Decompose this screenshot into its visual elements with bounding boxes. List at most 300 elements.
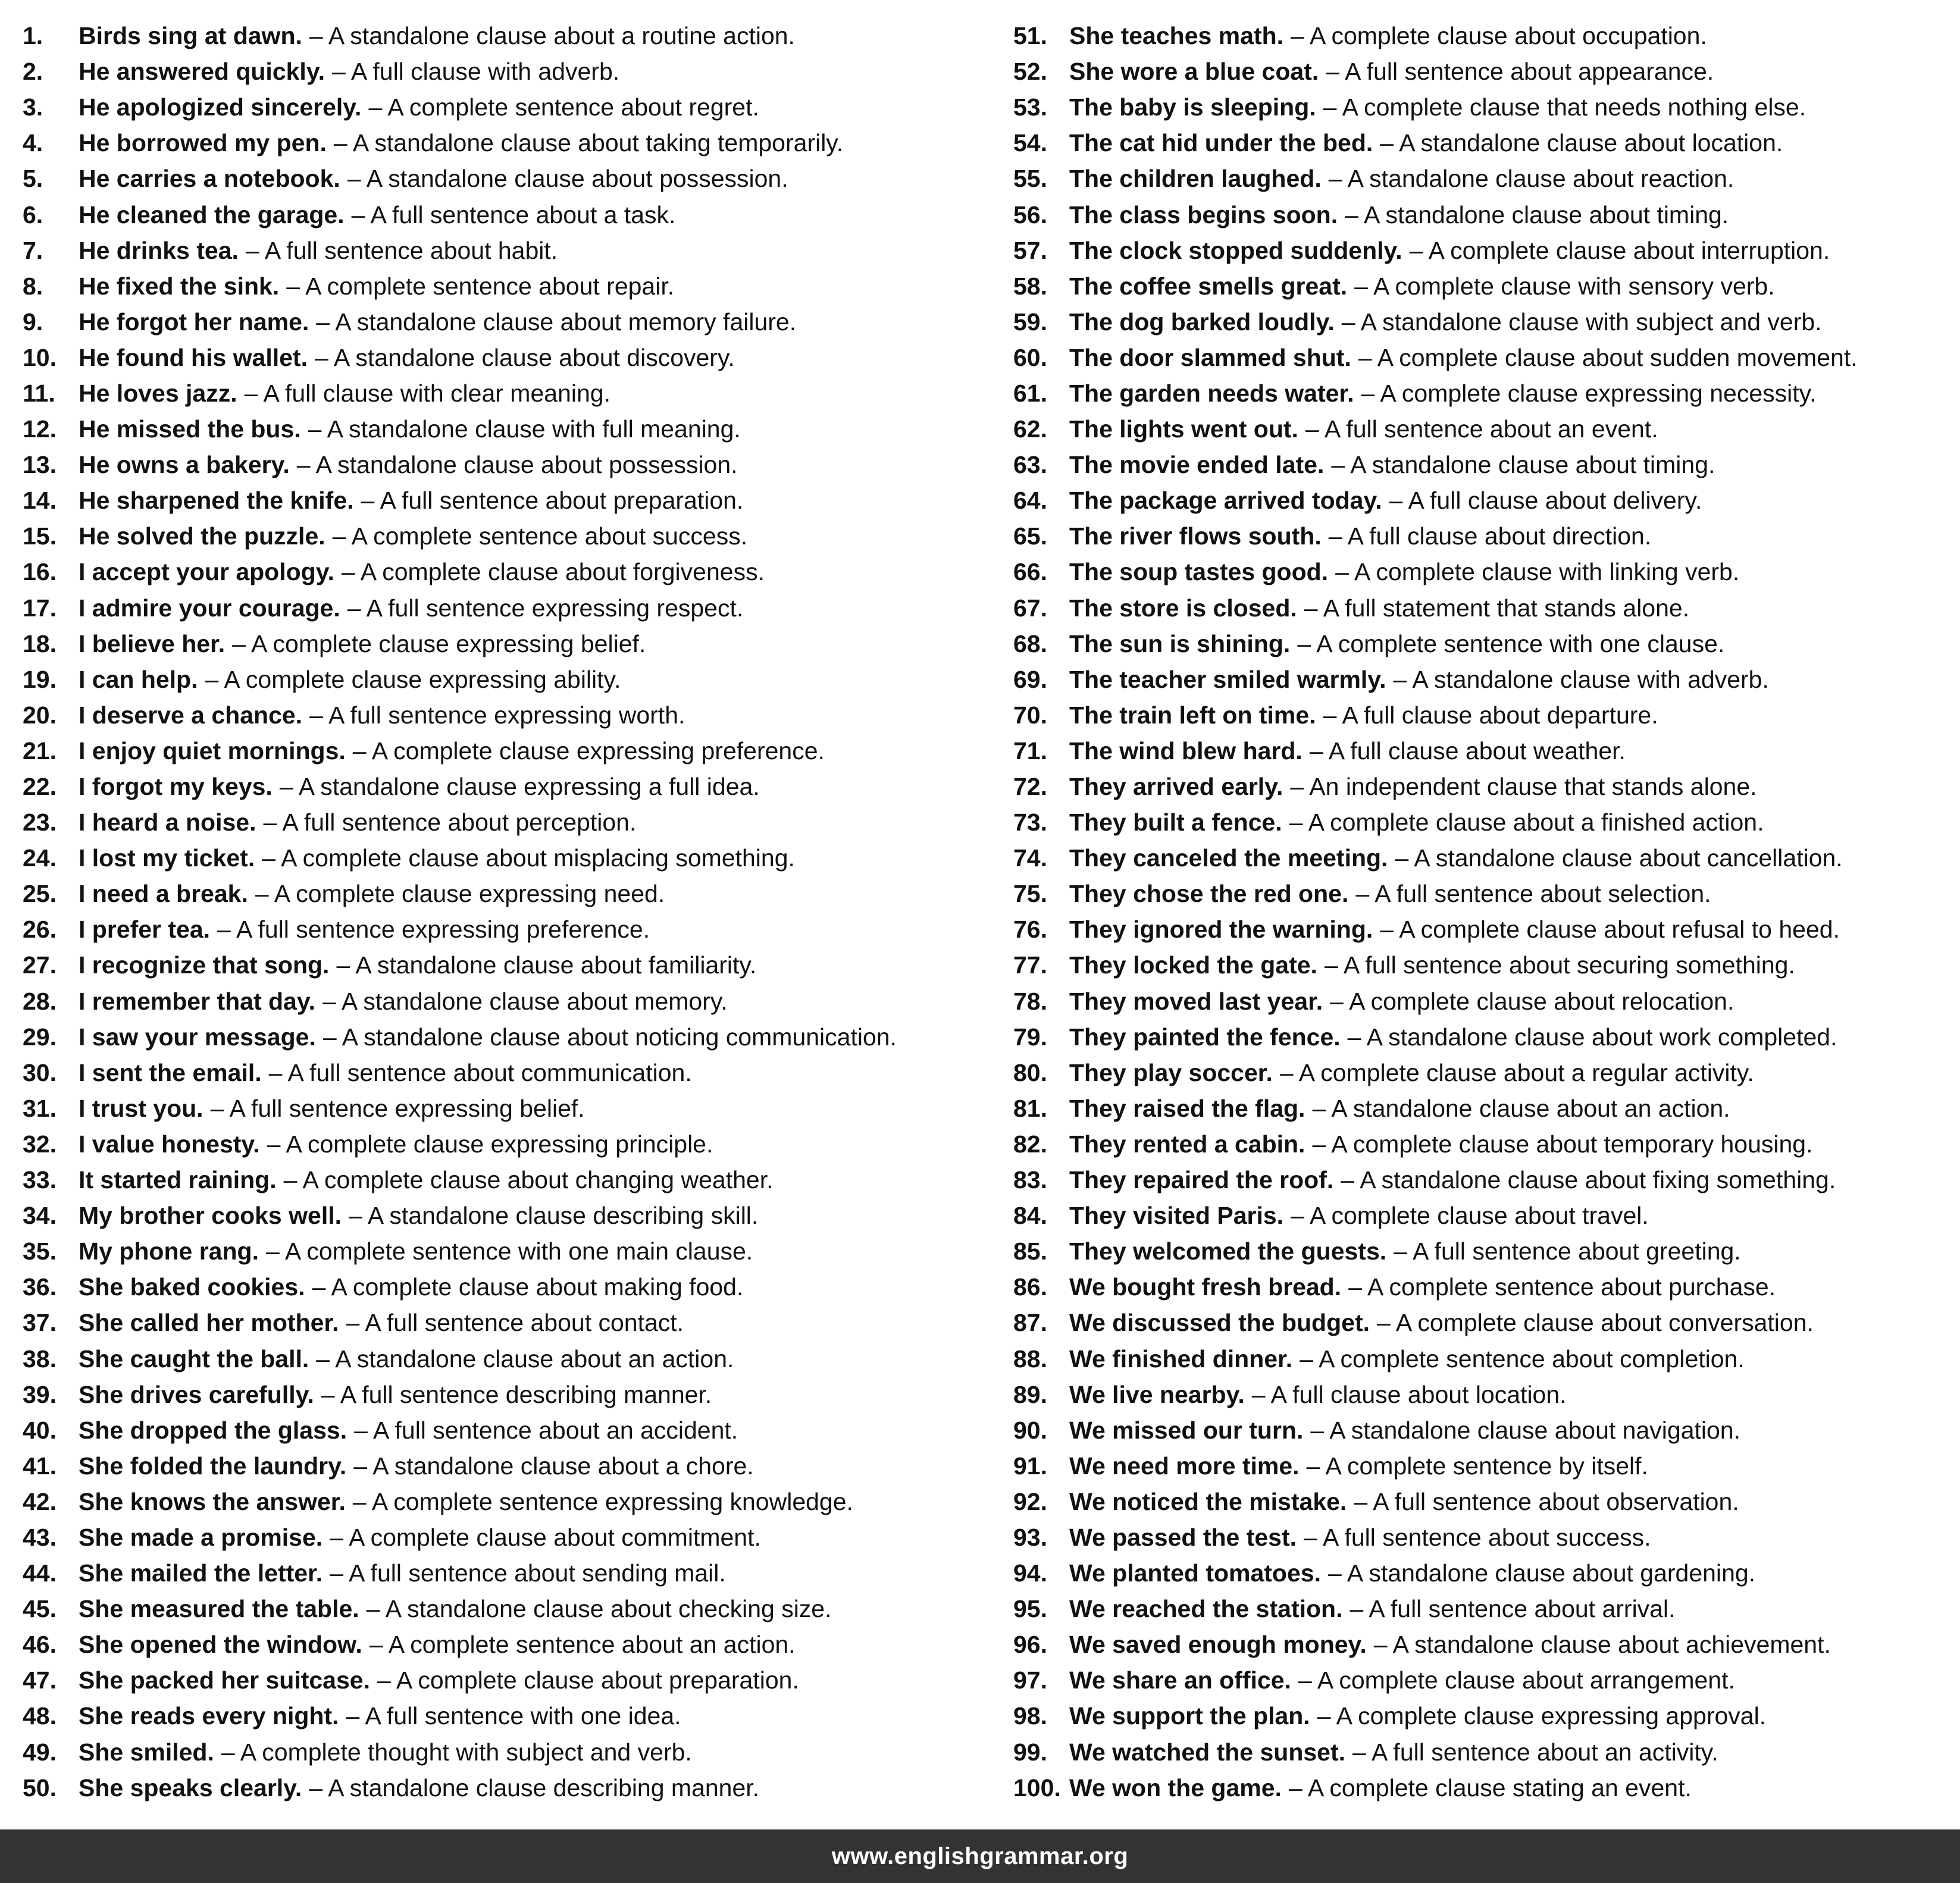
- item-sentence: I admire your courage.: [79, 594, 340, 622]
- item-number: 43.: [23, 1523, 57, 1551]
- item-sentence: We share an office.: [1069, 1666, 1291, 1694]
- item-number: 40.: [23, 1416, 57, 1444]
- item-description: – A full sentence about an accident.: [354, 1416, 738, 1444]
- list-item: [1013, 1269, 1960, 1305]
- item-sentence: They moved last year.: [1069, 987, 1323, 1015]
- item-sentence: She measured the table.: [79, 1595, 359, 1623]
- item-description: – A standalone clause with subject and verb.: [1341, 308, 1822, 336]
- item-number: 6.: [23, 200, 43, 228]
- item-number: 11.: [23, 379, 55, 407]
- item-description: – A standalone clause describing skill.: [349, 1202, 759, 1230]
- item-description: – A standalone clause about location.: [1380, 129, 1783, 157]
- list-item: [23, 1091, 998, 1126]
- item-description: – A full sentence about contact.: [346, 1309, 684, 1337]
- item-sentence: We missed our turn.: [1069, 1416, 1304, 1444]
- list-item: [1013, 375, 1960, 411]
- item-sentence: I remember that day.: [79, 987, 315, 1015]
- item-description: – A standalone clause about possession.: [347, 165, 788, 193]
- item-number: 80.: [1013, 1058, 1047, 1086]
- list-item: [23, 196, 998, 232]
- item-description: – A complete sentence about success.: [332, 522, 748, 550]
- list-item: [1013, 983, 1960, 1019]
- list-item: [23, 697, 998, 733]
- item-sentence: He forgot her name.: [79, 308, 309, 336]
- item-sentence: She mailed the letter.: [79, 1559, 323, 1587]
- item-number: 35.: [23, 1237, 57, 1265]
- item-description: – A full sentence describing manner.: [321, 1380, 712, 1408]
- list-item: [1013, 1162, 1960, 1198]
- list-item: [1013, 233, 1960, 268]
- item-number: 55.: [1013, 165, 1047, 193]
- item-number: 65.: [1013, 522, 1047, 550]
- list-item: [23, 161, 998, 196]
- item-description: – A complete clause with linking verb.: [1335, 558, 1740, 586]
- item-description: – A complete clause expressing ability.: [205, 665, 621, 693]
- item-number: 37.: [23, 1309, 57, 1337]
- item-description: – A standalone clause about memory.: [323, 987, 728, 1015]
- item-number: 72.: [1013, 773, 1047, 801]
- item-sentence: He sharpened the knife.: [79, 487, 354, 515]
- list-item: [1013, 196, 1960, 232]
- item-description: – A standalone clause about achievement.: [1373, 1631, 1831, 1659]
- list-item: [23, 447, 998, 483]
- item-number: 33.: [23, 1166, 57, 1194]
- item-description: – A full statement that stands alone.: [1304, 594, 1690, 622]
- item-number: 71.: [1013, 737, 1047, 765]
- item-number: 3.: [23, 93, 43, 121]
- footer-bar: [0, 1829, 1960, 1883]
- list-item: [23, 1484, 998, 1519]
- list-item: [1013, 1519, 1960, 1555]
- list-item: [23, 1519, 998, 1555]
- item-description: – A complete clause about conversation.: [1377, 1309, 1814, 1337]
- right-column: [1013, 18, 1960, 1806]
- item-description: – A complete clause expressing need.: [255, 880, 665, 908]
- list-item: [1013, 304, 1960, 340]
- item-description: – A complete clause about forgiveness.: [341, 558, 765, 586]
- item-number: 16.: [23, 558, 57, 586]
- item-sentence: The soup tastes good.: [1069, 558, 1329, 586]
- item-description: – A standalone clause about taking temporarily.: [333, 129, 844, 157]
- item-number: 12.: [23, 415, 57, 443]
- item-number: 81.: [1013, 1094, 1047, 1122]
- item-description: – A standalone clause about timing.: [1331, 451, 1715, 479]
- item-description: – A complete clause expressing approval.: [1317, 1702, 1767, 1730]
- item-sentence: She speaks clearly.: [79, 1774, 302, 1801]
- item-number: 88.: [1013, 1345, 1047, 1373]
- item-sentence: My phone rang.: [79, 1237, 259, 1265]
- item-description: – A full sentence about greeting.: [1394, 1237, 1741, 1265]
- item-number: 44.: [23, 1559, 57, 1587]
- item-description: – A complete clause about changing weather.: [283, 1166, 774, 1194]
- list-item: [23, 876, 998, 911]
- item-number: 39.: [23, 1380, 57, 1408]
- item-sentence: They arrived early.: [1069, 773, 1283, 801]
- item-number: 41.: [23, 1452, 57, 1480]
- item-description: – A complete clause that needs nothing else.: [1323, 93, 1806, 121]
- item-description: – A complete sentence about completion.: [1300, 1345, 1745, 1373]
- list-item: [1013, 447, 1960, 483]
- item-number: 69.: [1013, 665, 1047, 693]
- item-number: 48.: [23, 1702, 57, 1730]
- item-description: – A complete sentence with one main clause.: [265, 1237, 753, 1265]
- list-item: [1013, 1305, 1960, 1340]
- list-item: [23, 554, 998, 590]
- item-number: 73.: [1013, 809, 1047, 836]
- item-description: – A standalone clause about navigation.: [1310, 1416, 1740, 1444]
- item-number: 61.: [1013, 379, 1047, 407]
- item-sentence: She teaches math.: [1069, 22, 1284, 50]
- item-number: 97.: [1013, 1666, 1047, 1694]
- list-item: [23, 733, 998, 769]
- item-sentence: The teacher smiled warmly.: [1069, 665, 1386, 693]
- item-sentence: I enjoy quiet mornings.: [79, 737, 346, 765]
- item-sentence: The garden needs water.: [1069, 379, 1354, 407]
- item-number: 53.: [1013, 93, 1047, 121]
- item-number: 52.: [1013, 58, 1047, 86]
- item-description: – A complete sentence with one clause.: [1297, 629, 1725, 657]
- item-description: – A full sentence about a task.: [351, 200, 676, 228]
- item-description: – A standalone clause about familiarity.: [336, 951, 757, 979]
- item-number: 100.: [1013, 1774, 1061, 1801]
- list-item: [23, 1233, 998, 1269]
- item-sentence: He missed the bus.: [79, 415, 301, 443]
- item-description: – A full sentence about success.: [1304, 1523, 1651, 1551]
- item-number: 38.: [23, 1345, 57, 1373]
- item-sentence: The wind blew hard.: [1069, 737, 1303, 765]
- list-item: [1013, 1412, 1960, 1448]
- list-item: [23, 911, 998, 947]
- item-sentence: I saw your message.: [79, 1023, 316, 1051]
- item-sentence: She made a promise.: [79, 1523, 323, 1551]
- item-number: 51.: [1013, 22, 1047, 50]
- item-sentence: They visited Paris.: [1069, 1202, 1284, 1230]
- item-number: 29.: [23, 1023, 57, 1051]
- item-description: – A standalone clause about checking size.: [366, 1595, 832, 1623]
- item-number: 31.: [23, 1094, 57, 1122]
- item-sentence: The coffee smells great.: [1069, 272, 1348, 300]
- list-item: [1013, 1233, 1960, 1269]
- item-sentence: We passed the test.: [1069, 1523, 1297, 1551]
- item-sentence: They built a fence.: [1069, 809, 1282, 836]
- item-description: – A full sentence with one idea.: [346, 1702, 681, 1730]
- item-number: 56.: [1013, 200, 1047, 228]
- item-sentence: I trust you.: [79, 1094, 203, 1122]
- item-sentence: They rented a cabin.: [1069, 1130, 1305, 1158]
- item-sentence: He cleaned the garage.: [79, 200, 345, 228]
- item-number: 26.: [23, 916, 57, 944]
- item-description: – A complete sentence about an action.: [369, 1631, 796, 1659]
- list-item: [1013, 411, 1960, 447]
- list-item: [23, 89, 998, 125]
- item-description: – A full sentence about securing something.: [1324, 951, 1795, 979]
- item-number: 70.: [1013, 701, 1047, 729]
- item-sentence: She baked cookies.: [79, 1273, 305, 1301]
- item-description: – A complete sentence expressing knowledge.: [352, 1487, 853, 1515]
- item-sentence: The store is closed.: [1069, 594, 1297, 622]
- list-item: [23, 1770, 998, 1806]
- item-description: – A complete sentence about repair.: [286, 272, 675, 300]
- item-description: – A complete clause about refusal to heed.: [1380, 916, 1840, 944]
- item-number: 2.: [23, 58, 43, 86]
- list-item: [1013, 1340, 1960, 1376]
- list-item: [1013, 1126, 1960, 1162]
- list-item: [23, 840, 998, 876]
- item-description: – A full sentence expressing respect.: [347, 594, 744, 622]
- item-sentence: We reached the station.: [1069, 1595, 1343, 1623]
- list-item: [23, 1305, 998, 1340]
- item-sentence: We need more time.: [1069, 1452, 1300, 1480]
- list-item: [23, 626, 998, 662]
- list-item: [1013, 911, 1960, 947]
- item-sentence: She caught the ball.: [79, 1345, 309, 1373]
- item-sentence: She called her mother.: [79, 1309, 339, 1337]
- item-number: 92.: [1013, 1487, 1047, 1515]
- item-sentence: He loves jazz.: [79, 379, 237, 407]
- item-description: – A standalone clause describing manner.: [309, 1774, 760, 1801]
- list-item: [1013, 840, 1960, 876]
- item-sentence: I forgot my keys.: [79, 773, 273, 801]
- item-number: 30.: [23, 1058, 57, 1086]
- item-description: – A standalone clause about noticing communication.: [323, 1023, 897, 1051]
- item-number: 47.: [23, 1666, 57, 1694]
- list-item: [23, 1162, 998, 1198]
- item-sentence: They canceled the meeting.: [1069, 844, 1388, 872]
- item-number: 28.: [23, 987, 57, 1015]
- item-description: – A complete clause about travel.: [1291, 1202, 1649, 1230]
- item-description: – A complete clause expressing necessity.: [1361, 379, 1817, 407]
- item-description: – A full clause about departure.: [1323, 701, 1658, 729]
- item-description: – A complete clause about making food.: [312, 1273, 744, 1301]
- item-sentence: She packed her suitcase.: [79, 1666, 370, 1694]
- item-number: 46.: [23, 1631, 57, 1659]
- item-number: 57.: [1013, 236, 1047, 264]
- list-item: [1013, 1055, 1960, 1091]
- list-item: [1013, 1448, 1960, 1484]
- item-number: 58.: [1013, 272, 1047, 300]
- item-description: – A full clause about delivery.: [1389, 487, 1702, 515]
- item-description: – A full sentence expressing preference.: [217, 916, 650, 944]
- item-sentence: I can help.: [79, 665, 198, 693]
- item-description: – A complete clause about commitment.: [330, 1523, 761, 1551]
- item-description: – A full clause with clear meaning.: [244, 379, 610, 407]
- item-description: – A complete clause about a finished action.: [1289, 809, 1764, 836]
- item-description: – A complete clause expressing preference.: [352, 737, 825, 765]
- item-description: – A standalone clause about an action.: [316, 1345, 734, 1373]
- list-item: [1013, 733, 1960, 769]
- list-item: [23, 1448, 998, 1484]
- item-number: 75.: [1013, 880, 1047, 908]
- item-sentence: He fixed the sink.: [79, 272, 280, 300]
- item-description: – A complete sentence about purchase.: [1348, 1273, 1776, 1301]
- item-description: – A full sentence expressing worth.: [309, 701, 685, 729]
- item-description: – An independent clause that stands alone.: [1290, 773, 1757, 801]
- item-number: 20.: [23, 701, 57, 729]
- item-number: 50.: [23, 1774, 57, 1801]
- item-sentence: We discussed the budget.: [1069, 1309, 1370, 1337]
- item-sentence: He owns a bakery.: [79, 451, 290, 479]
- item-sentence: We support the plan.: [1069, 1702, 1310, 1730]
- list-item: [1013, 1555, 1960, 1591]
- list-item: [23, 1662, 998, 1698]
- list-item: [1013, 125, 1960, 161]
- list-item: [1013, 769, 1960, 804]
- item-description: – A full sentence about observation.: [1354, 1487, 1739, 1515]
- item-sentence: They raised the flag.: [1069, 1094, 1305, 1122]
- item-sentence: Birds sing at dawn.: [79, 22, 302, 50]
- item-sentence: We finished dinner.: [1069, 1345, 1293, 1373]
- list-item: [1013, 18, 1960, 54]
- item-sentence: The clock stopped suddenly.: [1069, 236, 1402, 264]
- item-sentence: She wore a blue coat.: [1069, 58, 1319, 86]
- item-sentence: We planted tomatoes.: [1069, 1559, 1321, 1587]
- item-sentence: The movie ended late.: [1069, 451, 1325, 479]
- item-description: – A complete clause about a regular activity.: [1279, 1058, 1754, 1086]
- list-item: [23, 483, 998, 518]
- item-number: 90.: [1013, 1416, 1047, 1444]
- list-item: [23, 1698, 998, 1734]
- item-number: 59.: [1013, 308, 1047, 336]
- item-description: – A standalone clause about fixing something.: [1341, 1166, 1836, 1194]
- item-sentence: I accept your apology.: [79, 558, 334, 586]
- item-description: – A complete clause about misplacing something.: [262, 844, 795, 872]
- item-sentence: The package arrived today.: [1069, 487, 1382, 515]
- item-sentence: The train left on time.: [1069, 701, 1316, 729]
- list-item: [1013, 518, 1960, 554]
- list-item: [1013, 1091, 1960, 1126]
- item-description: – A standalone clause about an action.: [1312, 1094, 1730, 1122]
- item-number: 60.: [1013, 343, 1047, 371]
- item-number: 5.: [23, 165, 43, 193]
- item-sentence: We live nearby.: [1069, 1380, 1245, 1408]
- item-number: 83.: [1013, 1166, 1047, 1194]
- item-number: 68.: [1013, 629, 1047, 657]
- item-number: 4.: [23, 129, 43, 157]
- list-item: [1013, 1627, 1960, 1662]
- item-description: – A full sentence about arrival.: [1350, 1595, 1676, 1623]
- item-description: – A full sentence about preparation.: [361, 487, 744, 515]
- item-number: 82.: [1013, 1130, 1047, 1158]
- item-description: – A standalone clause about work completed.: [1347, 1023, 1837, 1051]
- list-item: [23, 1591, 998, 1627]
- item-number: 87.: [1013, 1309, 1047, 1337]
- item-number: 66.: [1013, 558, 1047, 586]
- item-sentence: The baby is sleeping.: [1069, 93, 1316, 121]
- item-description: – A standalone clause with adverb.: [1393, 665, 1769, 693]
- list-item: [1013, 1198, 1960, 1233]
- item-sentence: The river flows south.: [1069, 522, 1322, 550]
- item-sentence: They welcomed the guests.: [1069, 1237, 1387, 1265]
- item-number: 91.: [1013, 1452, 1047, 1480]
- left-column: [23, 18, 998, 1806]
- list-item: [23, 1019, 998, 1055]
- item-number: 17.: [23, 594, 57, 622]
- item-description: – A standalone clause about cancellation.: [1395, 844, 1843, 872]
- list-item: [1013, 483, 1960, 518]
- item-number: 36.: [23, 1273, 57, 1301]
- item-number: 64.: [1013, 487, 1047, 515]
- item-description: – A standalone clause expressing a full idea.: [279, 773, 760, 801]
- list-item: [23, 1627, 998, 1662]
- item-sentence: The sun is shining.: [1069, 629, 1291, 657]
- item-description: – A full sentence about communication.: [268, 1058, 692, 1086]
- list-item: [1013, 161, 1960, 196]
- item-description: – A complete thought with subject and verb.: [221, 1738, 692, 1766]
- item-number: 19.: [23, 665, 57, 693]
- list-item: [23, 1269, 998, 1305]
- item-number: 67.: [1013, 594, 1047, 622]
- item-sentence: He answered quickly.: [79, 58, 325, 86]
- item-sentence: We won the game.: [1069, 1774, 1282, 1801]
- item-number: 98.: [1013, 1702, 1047, 1730]
- item-sentence: She knows the answer.: [79, 1487, 346, 1515]
- item-sentence: He found his wallet.: [79, 343, 308, 371]
- item-description: – A full clause with adverb.: [331, 58, 620, 86]
- item-sentence: I need a break.: [79, 880, 248, 908]
- item-number: 22.: [23, 773, 57, 801]
- footer-url: www.englishgrammar.org: [831, 1843, 1129, 1869]
- list-item: [23, 1555, 998, 1591]
- list-item: [1013, 54, 1960, 89]
- item-description: – A complete clause stating an event.: [1288, 1774, 1692, 1801]
- item-description: – A standalone clause about reaction.: [1328, 165, 1734, 193]
- item-description: – A complete clause about preparation.: [377, 1666, 799, 1694]
- list-item: [23, 268, 998, 304]
- list-item: [1013, 1734, 1960, 1770]
- item-sentence: The door slammed shut.: [1069, 343, 1351, 371]
- item-number: 84.: [1013, 1202, 1047, 1230]
- list-item: [23, 54, 998, 89]
- list-item: [23, 1412, 998, 1448]
- list-item: [23, 1198, 998, 1233]
- item-sentence: They locked the gate.: [1069, 951, 1317, 979]
- item-number: 79.: [1013, 1023, 1047, 1051]
- list-item: [23, 769, 998, 804]
- list-item: [23, 304, 998, 340]
- item-description: – A standalone clause with full meaning.: [308, 415, 741, 443]
- item-sentence: She reads every night.: [79, 1702, 339, 1730]
- item-description: – A full sentence about selection.: [1355, 880, 1711, 908]
- item-number: 93.: [1013, 1523, 1047, 1551]
- list-item: [1013, 1484, 1960, 1519]
- list-item: [23, 804, 998, 840]
- item-description: – A complete clause expressing principle.: [267, 1130, 713, 1158]
- list-item: [1013, 1591, 1960, 1627]
- item-number: 86.: [1013, 1273, 1047, 1301]
- item-sentence: I value honesty.: [79, 1130, 260, 1158]
- list-item: [23, 947, 998, 983]
- item-sentence: We watched the sunset.: [1069, 1738, 1346, 1766]
- item-sentence: He solved the puzzle.: [79, 522, 325, 550]
- item-sentence: He carries a notebook.: [79, 165, 340, 193]
- item-number: 99.: [1013, 1738, 1047, 1766]
- item-description: – A standalone clause about a routine action.: [309, 22, 795, 50]
- item-number: 89.: [1013, 1380, 1047, 1408]
- item-number: 42.: [23, 1487, 57, 1515]
- item-number: 14.: [23, 487, 57, 515]
- item-description: – A standalone clause about discovery.: [314, 343, 735, 371]
- list-item: [1013, 1770, 1960, 1806]
- item-number: 25.: [23, 880, 57, 908]
- item-description: – A full clause about weather.: [1309, 737, 1626, 765]
- item-description: – A complete clause about interruption.: [1409, 236, 1830, 264]
- item-number: 74.: [1013, 844, 1047, 872]
- list-item: [23, 18, 998, 54]
- item-number: 76.: [1013, 916, 1047, 944]
- list-item: [1013, 697, 1960, 733]
- list-item: [23, 233, 998, 268]
- list-item: [1013, 1019, 1960, 1055]
